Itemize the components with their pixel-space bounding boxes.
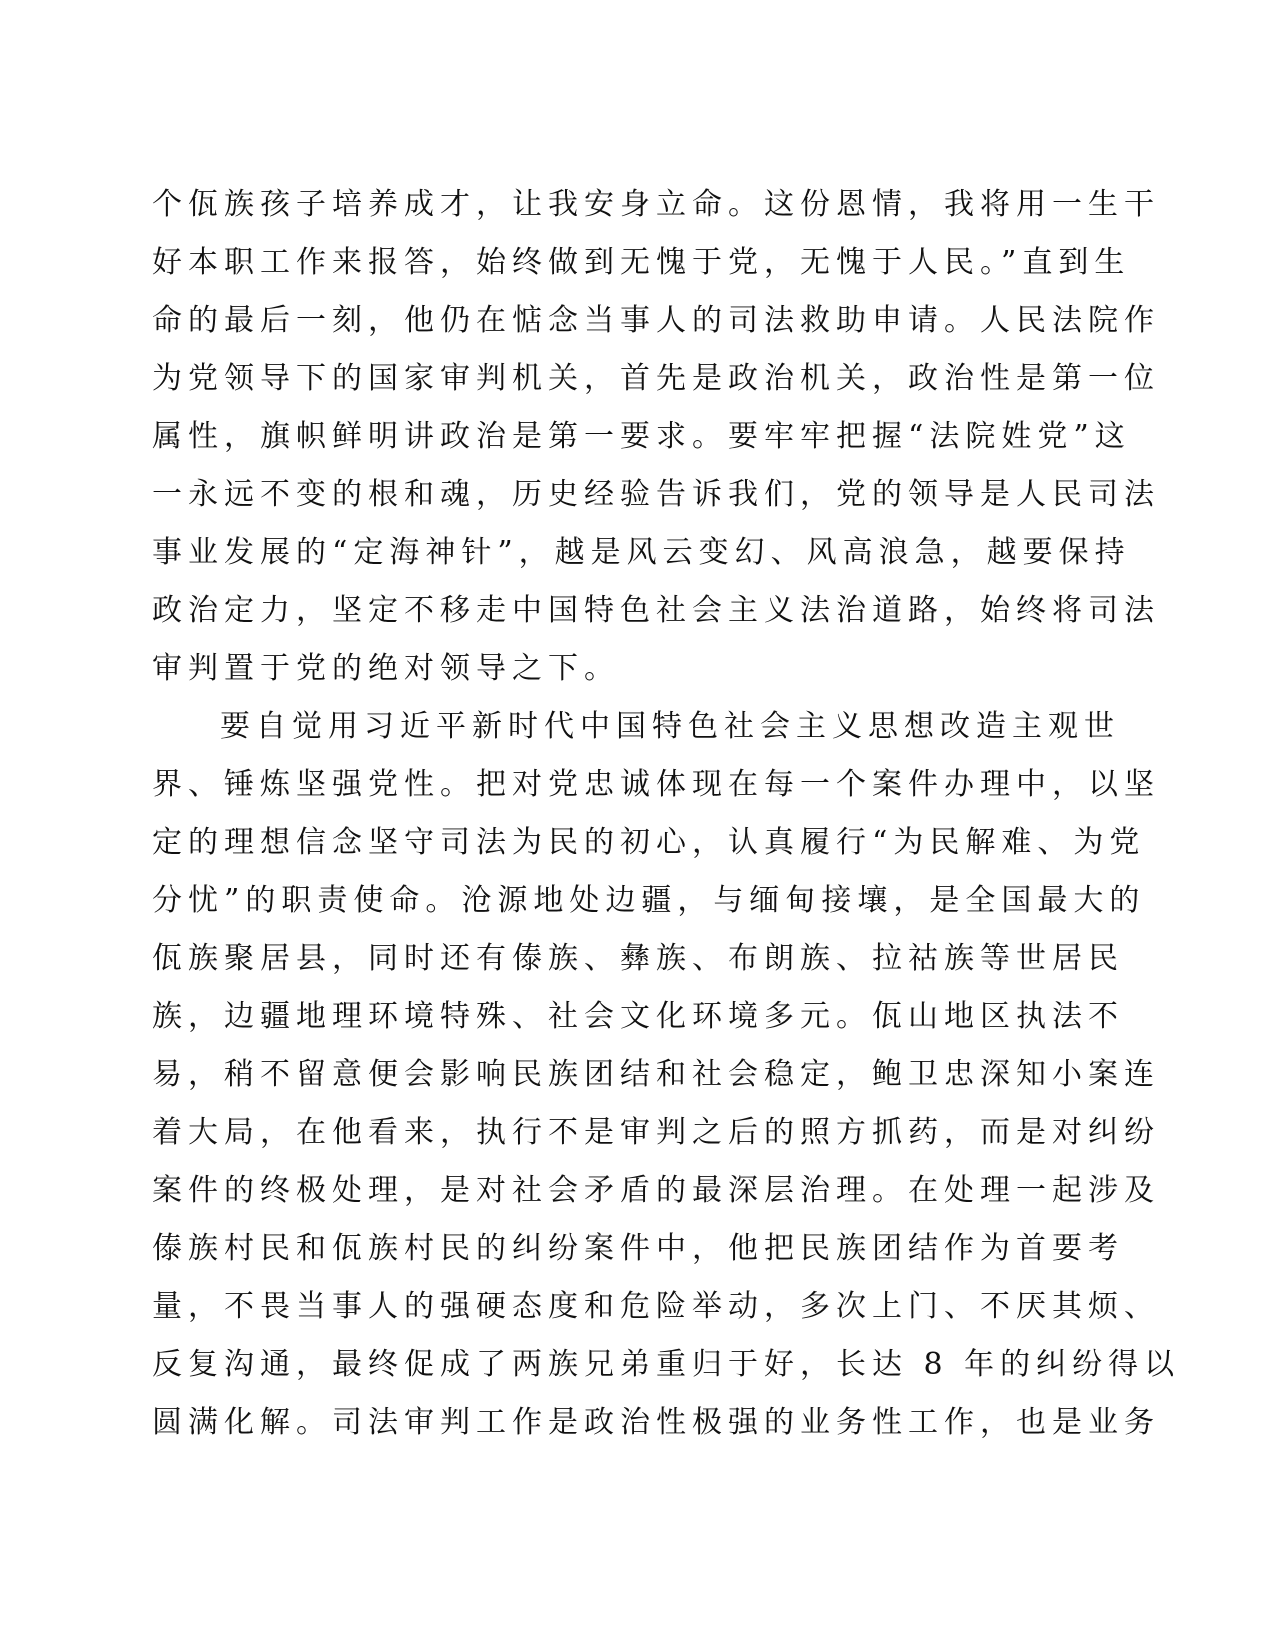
text-line: 傣族村民和佤族村民的纠纷案件中，他把民族团结作为首要考 [152,1231,1124,1266]
text-line: 好本职工作来报答，始终做到无愧于党，无愧于人民。”直到生 [152,245,1131,280]
text-line: 政治定力，坚定不移走中国特色社会主义法治道路，始终将司法 [152,593,1160,628]
text-line: 族，边疆地理环境特殊、社会文化环境多元。佤山地区执法不 [152,999,1124,1034]
text-line: 命的最后一刻，他仍在惦念当事人的司法救助申请。人民法院作 [152,303,1160,338]
text-line: 一永远不变的根和魂，历史经验告诉我们，党的领导是人民司法 [152,477,1160,512]
paragraph-first-line: 要自觉用习近平新时代中国特色社会主义思想改造主观世 [220,709,1120,744]
text-line: 界、锤炼坚强党性。把对党忠诚体现在每一个案件办理中，以坚 [152,767,1160,802]
text-line: 量，不畏当事人的强硬态度和危险举动，多次上门、不厌其烦、 [152,1289,1160,1324]
text-line: 反复沟通，最终促成了两族兄弟重归于好，长达 8 年的纠纷得以 [152,1347,1181,1382]
text-line: 定的理想信念坚守司法为民的初心，认真履行“为民解难、为党 [152,825,1146,860]
text-line: 事业发展的“定海神针”，越是风云变幻、风高浪急，越要保持 [152,535,1131,570]
text-line: 为党领导下的国家审判机关，首先是政治机关，政治性是第一位 [152,361,1160,396]
text-line: 属性，旗帜鲜明讲政治是第一要求。要牢牢把握“法院姓党”这 [152,419,1131,454]
text-line: 分忧”的职责使命。沧源地处边疆，与缅甸接壤，是全国最大的 [152,883,1146,918]
text-line: 佤族聚居县，同时还有傣族、彝族、布朗族、拉祜族等世居民 [152,941,1124,976]
body-text [152,176,1181,1452]
text-line: 审判置于党的绝对领导之下。 [152,651,620,686]
text-line: 案件的终极处理，是对社会矛盾的最深层治理。在处理一起涉及 [152,1173,1160,1208]
text-line: 圆满化解。司法审判工作是政治性极强的业务性工作，也是业务 [152,1405,1160,1440]
text-line: 着大局，在他看来，执行不是审判之后的照方抓药，而是对纠纷 [152,1115,1160,1150]
text-line: 易，稍不留意便会影响民族团结和社会稳定，鲍卫忠深知小案连 [152,1057,1160,1092]
text-line: 个佤族孩子培养成才，让我安身立命。这份恩情，我将用一生干 [152,187,1160,222]
